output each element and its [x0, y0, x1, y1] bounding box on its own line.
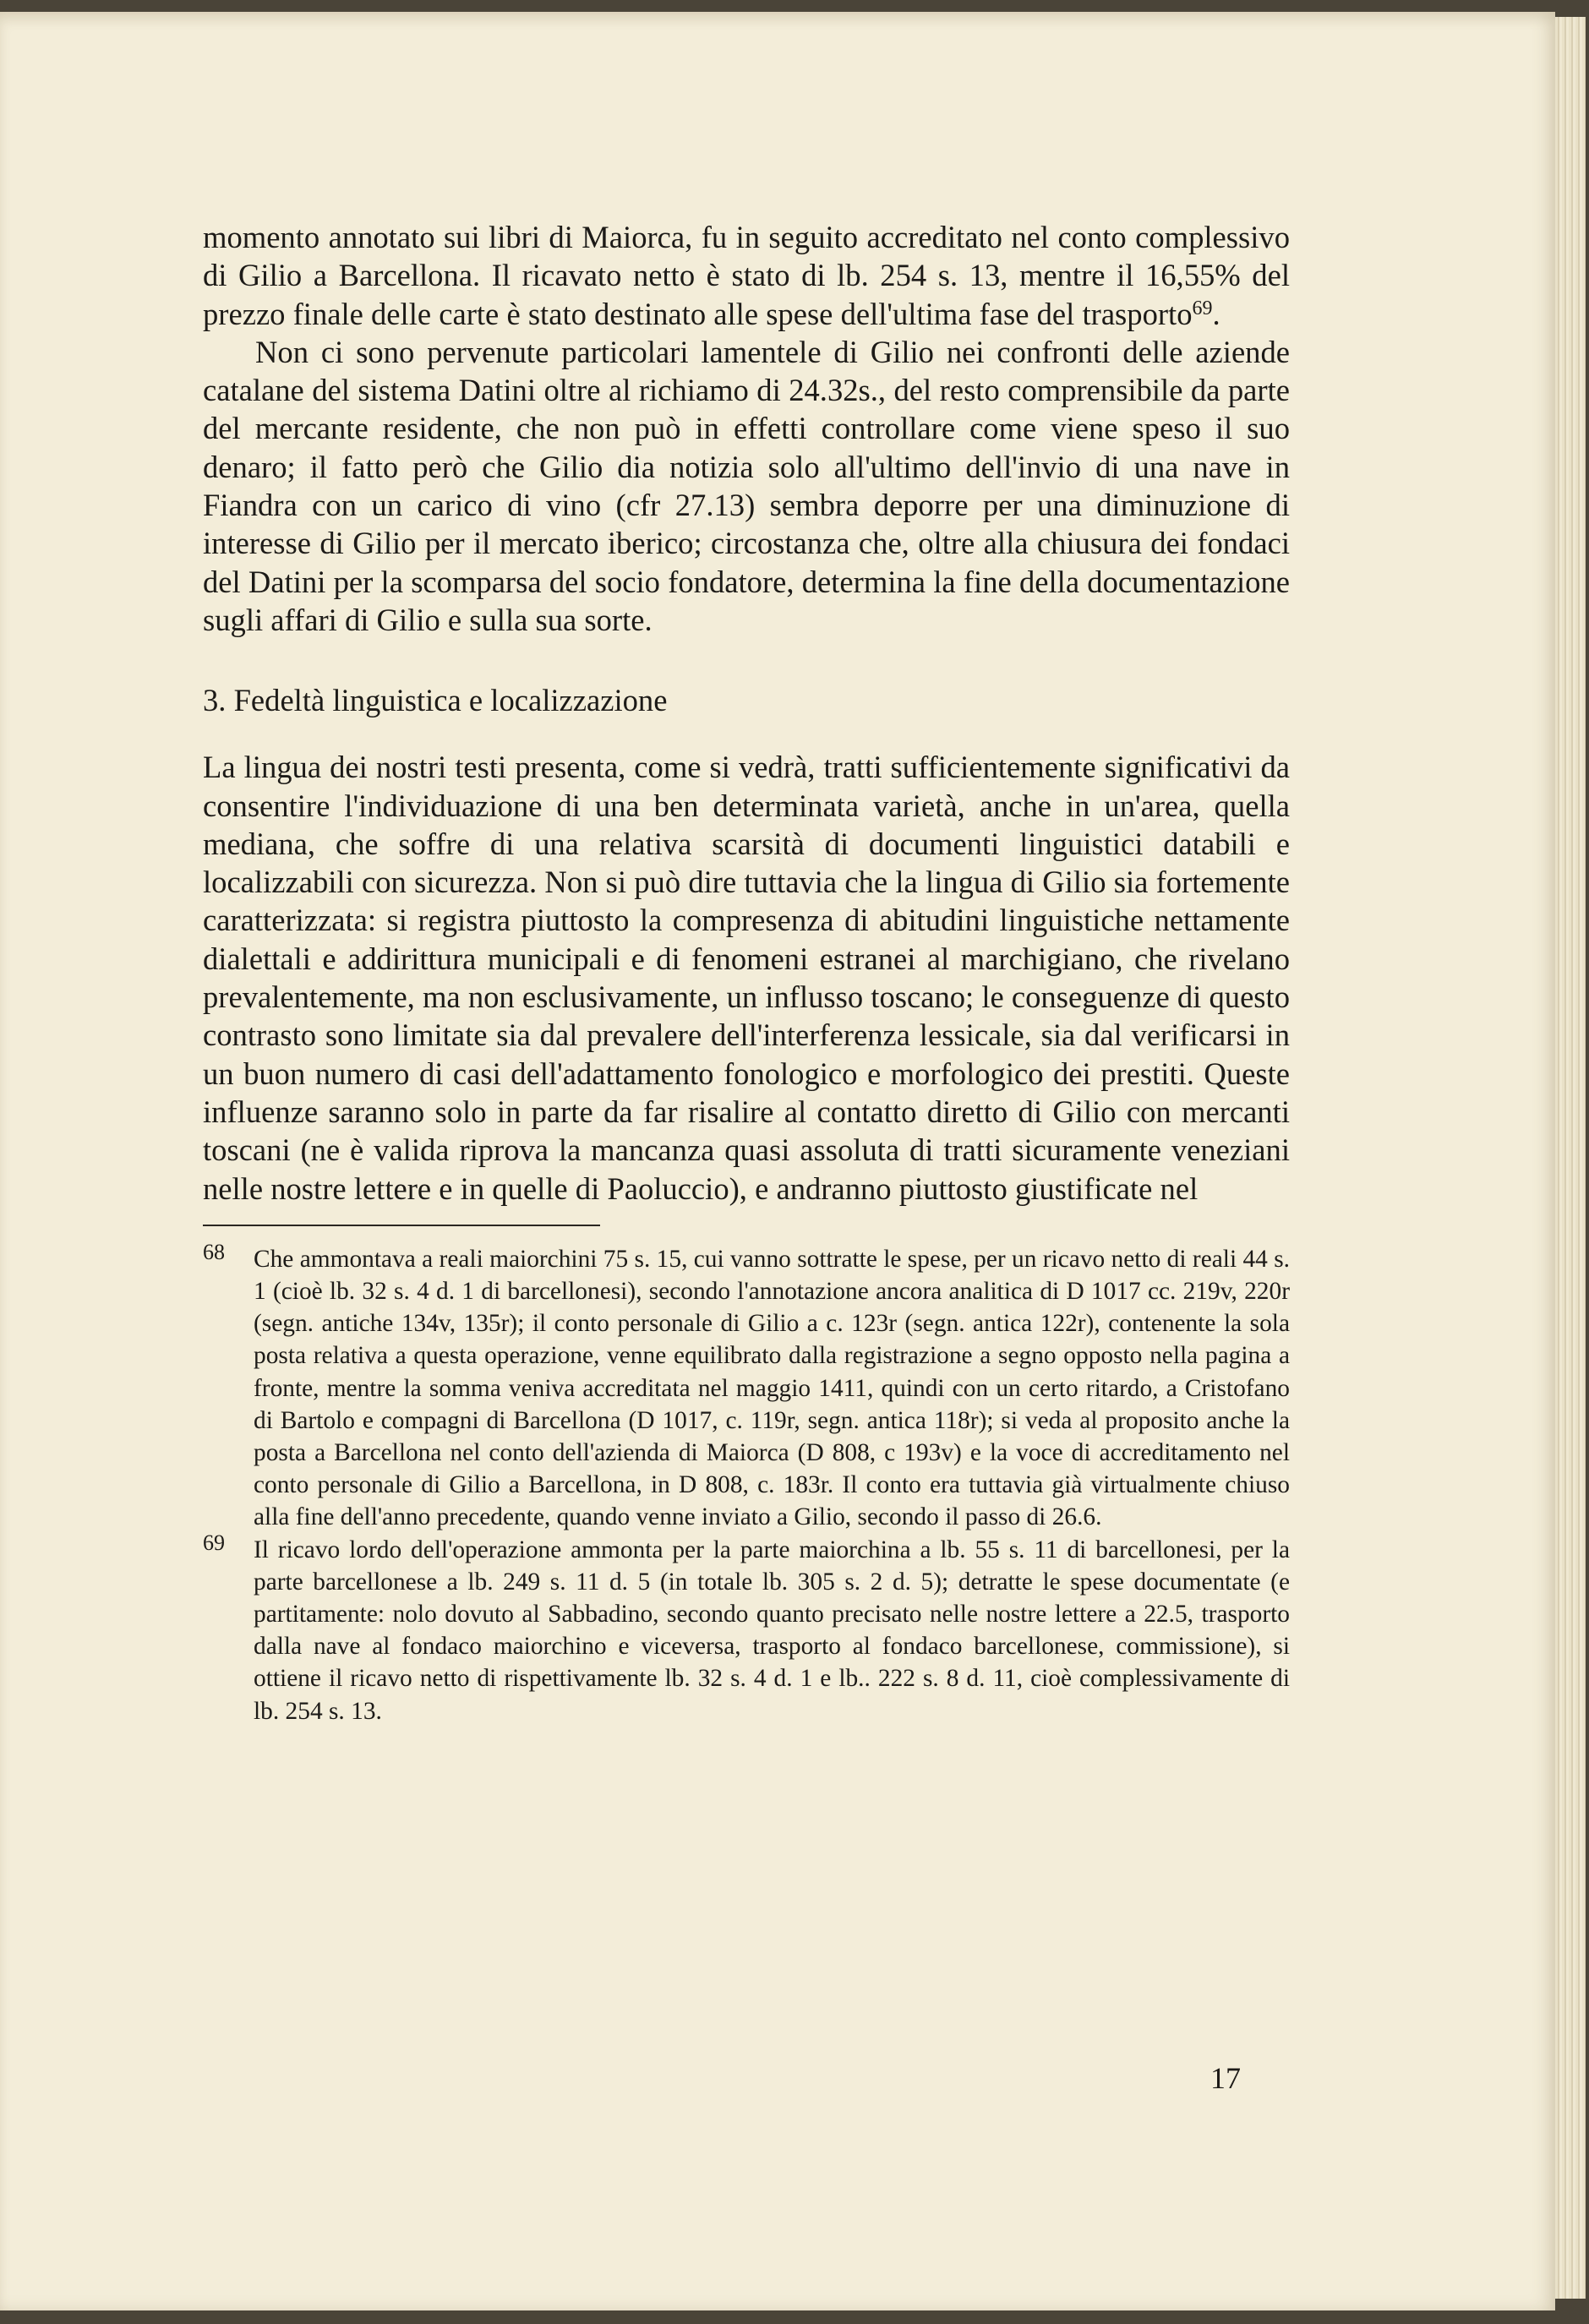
text-block [203, 218, 1290, 1727]
footnote-number: 68 [203, 1239, 225, 1264]
paragraph-1 [203, 218, 1290, 333]
book-page [0, 12, 1555, 2310]
paragraph-1-end: . [1212, 296, 1220, 331]
body-text-section-3 [203, 748, 1290, 1208]
footnote-divider [203, 1225, 600, 1226]
footnote-ref-69[interactable]: 69 [1192, 297, 1213, 319]
footnote-69 [203, 1530, 1290, 1727]
footnote-text: Che ammontava a reali maiorchini 75 s. 15, cui vanno sottratte le spese, per un ricavo netto di reali 44 s. 1 (cioè lb. 32 s. 4 d. 1 di barcellonesi), secondo l'annotazione ancora analitica di D 1017 cc. 219v, 220r (segn. antiche 134v, 135r); il conto personale di Gilio a c. 123r (segn. antica 122r), contenente la sola posta relativa a questa operazione, venne equilibrato dalla registrazione a segno opposto nella pagina a fronte, mentre la somma veniva accreditata nel maggio 1411, quindi con un certo ritardo, a Cristofano di Bartolo e compagni di Barcellona (D 1017, c. 119r, segn. antica 118r); si veda al proposito anche la posta a Barcellona nel conto dell'azienda di Maiorca (D 808, c 193v) e la voce di accreditamento nel conto personale di Gilio a Barcellona, in D 808, c. 183r. Il conto era tuttavia già virtualmente chiuso alla fine dell'anno precedente, quando venne inviato a Gilio, secondo il passo di 26.6. [254, 1245, 1290, 1531]
paragraph-2: Non ci sono pervenute particolari lamentele di Gilio nei confronti delle aziende catalane del sistema Datini oltre al richiamo di 24.32s., del resto comprensibile da parte del mercante residente, che non può in effetti controllare come viene speso il suo denaro; il fatto però che Gilio dia notizia solo all'ultimo dell'invio di una nave in Fiandra con un carico di vino (cfr 27.13) sembra deporre per una diminuzione di interesse di Gilio per il mercato iberico; circostanza che, oltre alla chiusura dei fondaci del Datini per la scomparsa del socio fondatore, determina la fine della documentazione sugli affari di Gilio e sulla sua sorte. [203, 334, 1290, 637]
page-edge [1555, 17, 1586, 2299]
footnote-text: Il ricavo lordo dell'operazione ammonta per la parte maiorchina a lb. 55 s. 11 di barcellonesi, per la parte barcellonese a lb. 249 s. 11 d. 5 (in totale lb. 305 s. 2 d. 5); detratte le spese documentate (e partitamente: nolo dovuto al Sabbadino, secondo quanto precisato nelle nostre lettere a 22.5, trasporto dalla nave al fondaco maiorchino e viceversa, trasporto al fondaco barcellonese, commissione), si ottiene il ricavo netto di rispettivamente lb. 32 s. 4 d. 1 e lb.. 222 s. 8 d. 11, cioè complessivamente di lb. 254 s. 13. [254, 1536, 1290, 1725]
section-heading: 3. Fedeltà linguistica e localizzazione [203, 683, 668, 718]
paragraph-3: La lingua dei nostri testi presenta, come si vedrà, tratti sufficientemente significativi da consentire l'individuazione di una ben determinata varietà, anche in un'area, quella mediana, che soffre di una relativa scarsità di documenti linguistici databili e localizzabili con sicurezza. Non si può dire tuttavia che la lingua di Gilio sia fortemente caratterizzata: si registra piuttosto la compresenza di abitudini linguistiche nettamente dialettali e addirittura municipali e di fenomeni estranei al marchigiano, che rivelano prevalentemente, ma non esclusivamente, un influsso toscano; le conseguenze di questo contrasto sono limitate sia dal prevalere dell'interferenza lessicale, sia dal verificarsi in un buon numero di casi dell'adattamento fonologico e morfologico dei prestiti. Queste influenze saranno solo in parte da far risalire al contatto diretto di Gilio con mercanti toscani (ne è valida riprova la mancanza quasi assoluta di tratti sicuramente veneziani nelle nostre lettere e in quelle di Paoluccio), e andranno piuttosto giustificate nel [203, 750, 1290, 1206]
footnote-number: 69 [203, 1530, 225, 1555]
body-text [203, 218, 1290, 639]
footnote-68 [203, 1239, 1290, 1534]
page-number: 17 [1210, 2061, 1241, 2095]
paragraph-1-text: momento annotato sui libri di Maiorca, fu in seguito accreditato nel conto complessivo di Gilio a Barcellona. Il ricavato netto è stato di lb. 254 s. 13, mentre il 16,55% del prezzo finale delle carte è stato destinato alle spese dell'ultima fase del trasporto [203, 220, 1290, 331]
